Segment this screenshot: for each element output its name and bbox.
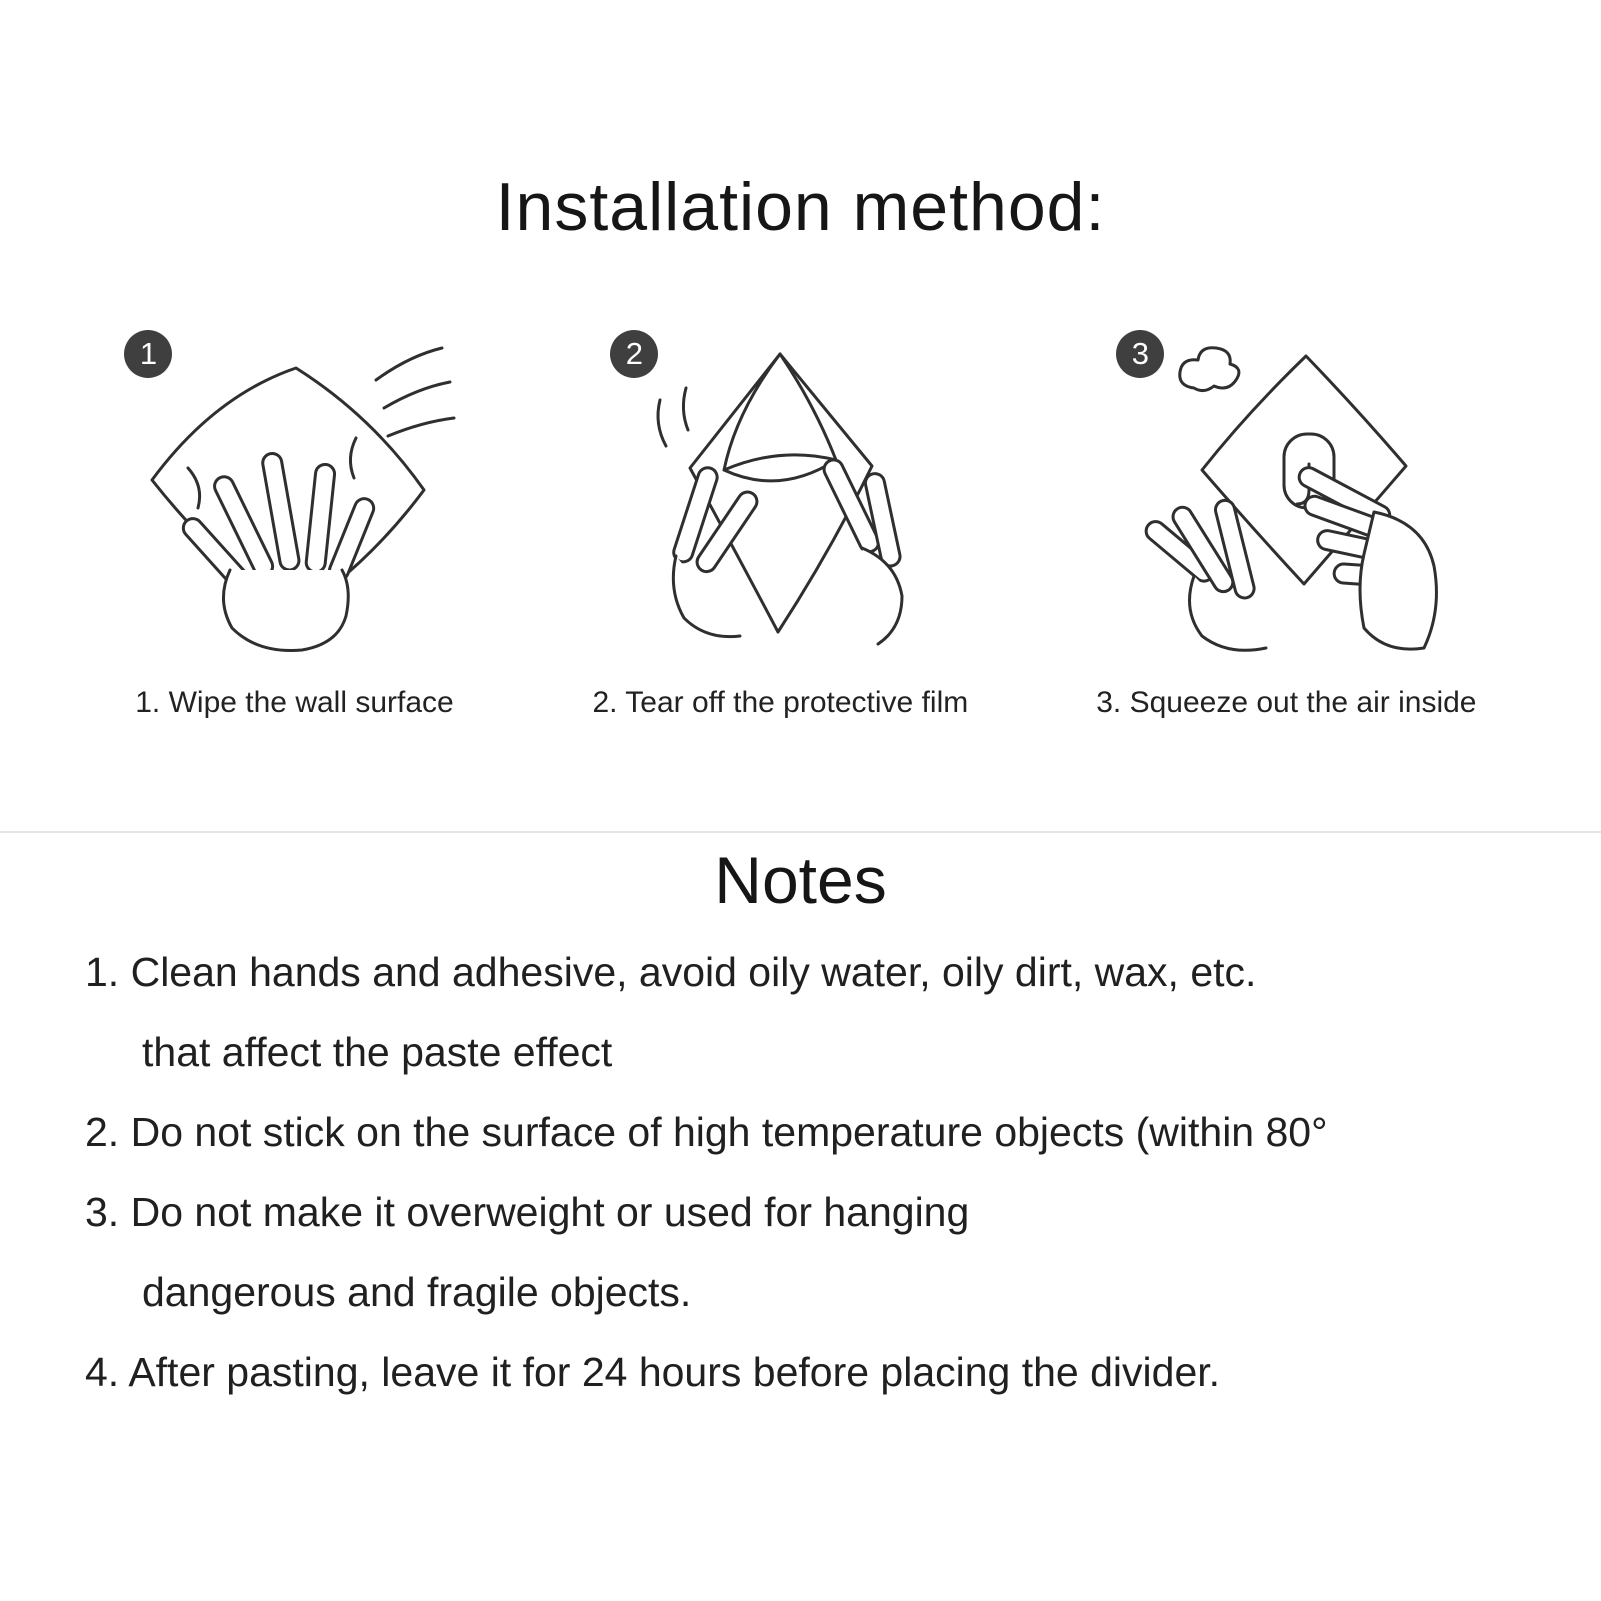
step-3 xyxy=(1096,318,1476,720)
page-title: Installation method: xyxy=(495,169,1106,245)
note-3-line-1: 3. Do not make it overweight or used for hanging xyxy=(85,1188,970,1235)
step-1-number-badge: 1 xyxy=(124,330,172,378)
note-4-line-1: 4. After pasting, leave it for 24 hours before placing the divider. xyxy=(85,1348,1221,1395)
note-1-line-1: 1. Clean hands and adhesive, avoid oily water, oily dirt, wax, etc. xyxy=(85,948,1257,995)
notes-list xyxy=(85,932,1551,1412)
step-1 xyxy=(124,318,464,720)
step-1-caption: 1. Wipe the wall surface xyxy=(135,686,454,719)
step-2-number-badge: 2 xyxy=(610,330,658,378)
step-3-caption: 3. Squeeze out the air inside xyxy=(1096,686,1477,719)
step-3-number-badge: 3 xyxy=(1116,330,1164,378)
note-2-line-1: 2. Do not stick on the surface of high temperature objects (within 80° xyxy=(85,1108,1328,1155)
step-3-illustration-wrap xyxy=(1116,318,1456,666)
note-1-line-2: that affect the paste effect xyxy=(142,1028,613,1075)
tear-film-illustration xyxy=(610,318,950,666)
section-divider xyxy=(0,831,1601,833)
note-3-line-2: dangerous and fragile objects. xyxy=(142,1268,692,1315)
step-1-illustration-wrap xyxy=(124,318,464,666)
step-2-caption: 2. Tear off the protective film xyxy=(592,686,969,719)
step-2-illustration-wrap xyxy=(610,318,950,666)
wipe-wall-illustration xyxy=(124,318,464,666)
step-2 xyxy=(592,318,968,720)
notes-title: Notes xyxy=(714,843,887,917)
squeeze-air-illustration xyxy=(1116,318,1456,666)
installation-steps xyxy=(0,318,1601,720)
